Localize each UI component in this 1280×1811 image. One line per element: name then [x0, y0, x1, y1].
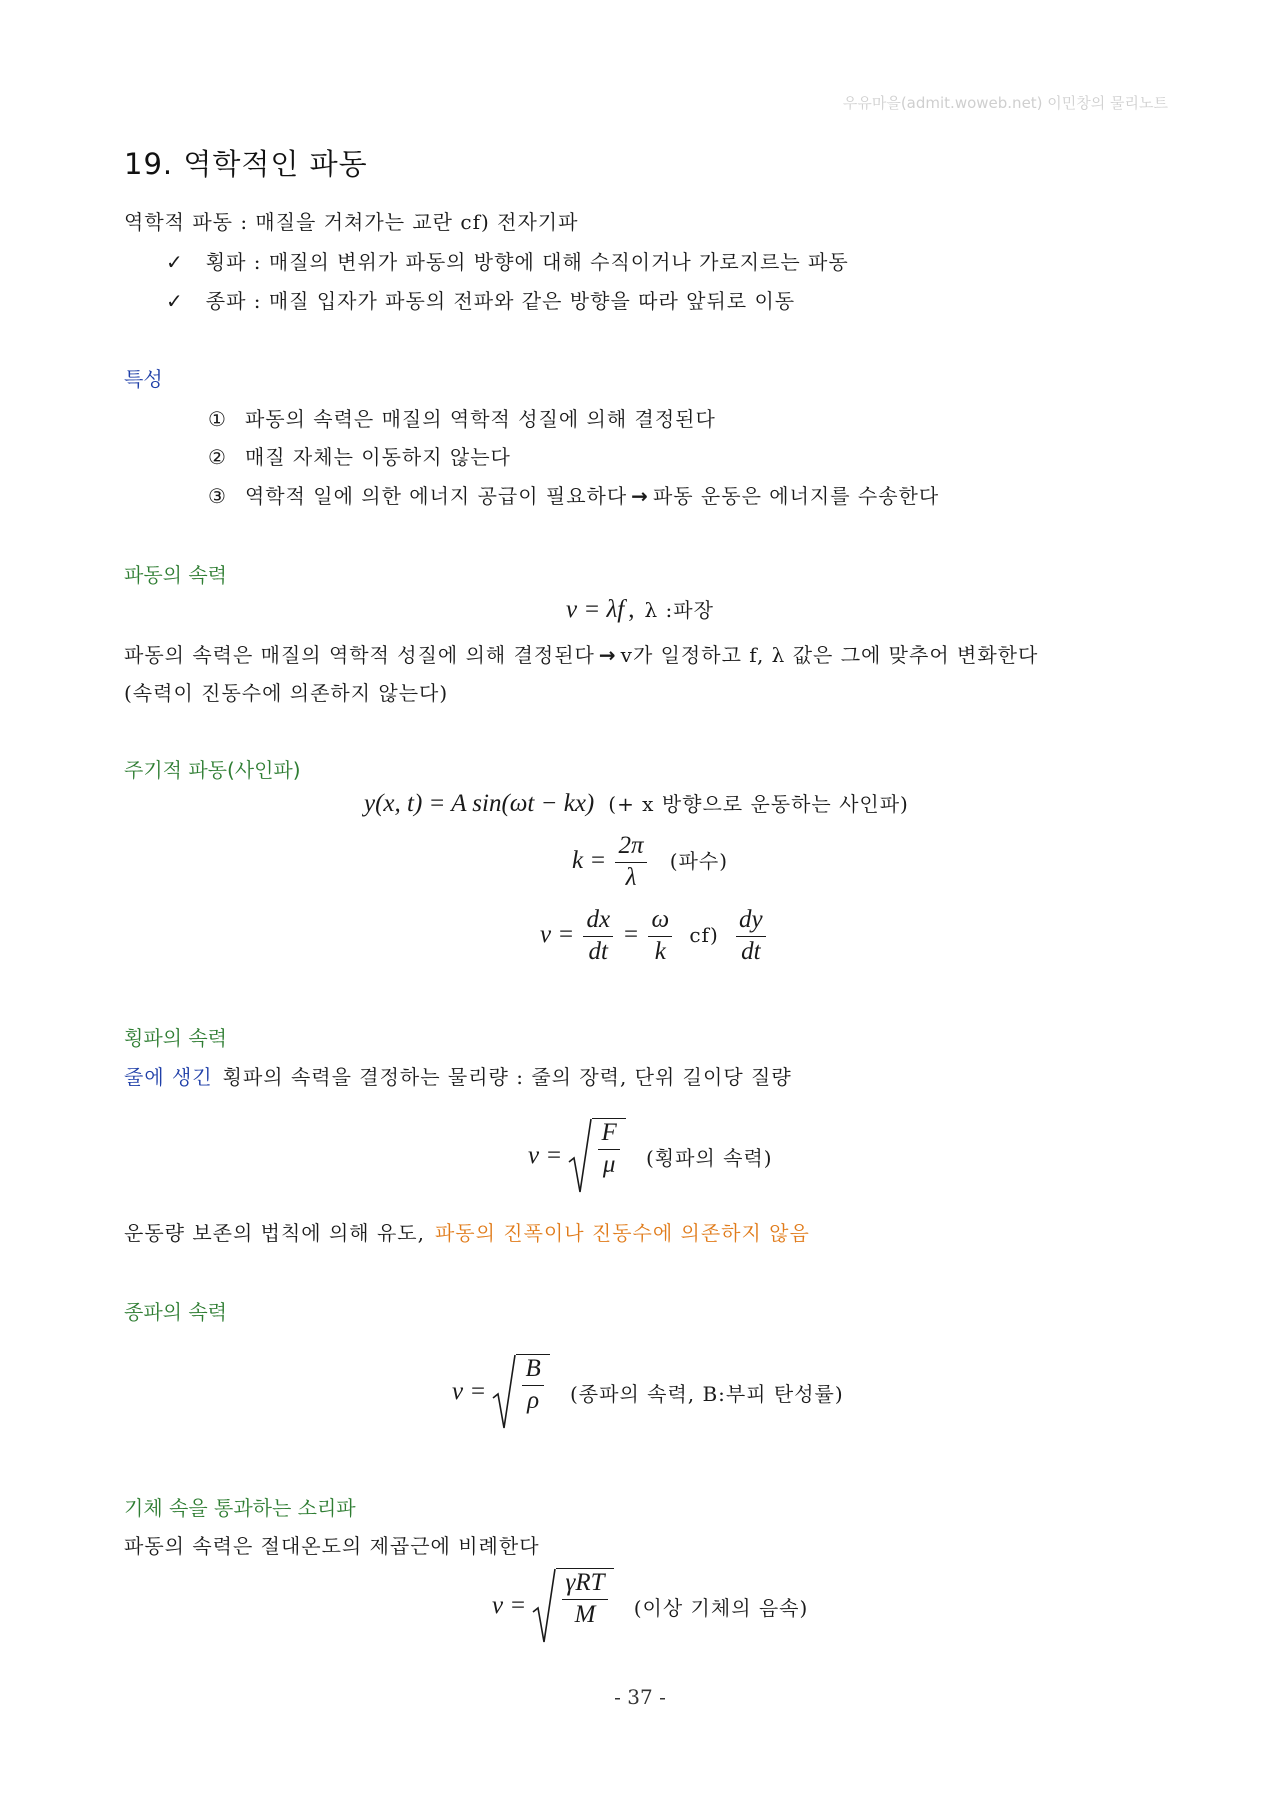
formula-phase-velocity [540, 906, 769, 967]
transverse-line-1 [124, 1061, 792, 1090]
section-heading-sound: 기체 속을 통과하는 소리파 [124, 1496, 356, 1520]
line-text: 파동의 속력은 매질의 역학적 성질에 의해 결정된다 [124, 643, 595, 667]
square-root [492, 1354, 549, 1430]
numerator: ω [648, 906, 672, 937]
page-number: - 37 - [614, 1685, 666, 1709]
denominator: k [654, 937, 666, 965]
line-text-result: v가 일정하고 f, λ 값은 그에 맞추어 변화한다 [620, 643, 1039, 667]
formula-lhs: v = [492, 1592, 527, 1619]
denominator: ρ [527, 1386, 540, 1414]
numerator: B [522, 1355, 543, 1386]
line-text: 운동량 보존의 법칙에 의해 유도, [124, 1221, 425, 1245]
property-item-3 [208, 480, 939, 509]
item-marker: ② [208, 445, 227, 469]
fraction [736, 906, 766, 967]
formula-lhs: v = λf [566, 596, 625, 623]
fraction [648, 906, 672, 967]
formula-transverse-speed [528, 1118, 773, 1194]
header-watermark: 우유마을(admit.woweb.net) 이민창의 물리노트 [842, 94, 1168, 112]
radical-sign-icon [532, 1568, 556, 1644]
numerator: dx [583, 906, 613, 937]
transverse-line-2 [124, 1217, 810, 1246]
radical-sign-icon [492, 1354, 516, 1430]
item-marker: ③ [208, 484, 227, 508]
formula-expr: y(x, t) = A sin(ωt − kx) [364, 790, 595, 817]
sound-line-1: 파동의 속력은 절대온도의 제곱근에 비례한다 [124, 1534, 540, 1558]
bullet-text: 종파 : 매질 입자가 파동의 전파와 같은 방향을 따라 앞뒤로 이동 [205, 289, 796, 313]
cf-label: cf) [689, 922, 719, 947]
section-heading-periodic: 주기적 파동(사인파) [124, 758, 301, 782]
formula-sep: , [628, 596, 635, 623]
formula-wave-number [572, 832, 728, 893]
intro-bullet-transverse [166, 246, 849, 275]
denominator: dt [588, 937, 608, 965]
formula-lhs: v = [452, 1378, 487, 1405]
item-marker: ① [208, 407, 227, 431]
intro-bullet-longitudinal [166, 285, 795, 314]
check-icon: ✓ [166, 250, 184, 274]
formula-wave-speed [566, 594, 714, 624]
wave-speed-line-2: (속력이 진동수에 의존하지 않는다) [124, 681, 449, 705]
item-text: 역학적 일에 의한 에너지 공급이 필요하다 [244, 484, 628, 508]
formula-note: (종파의 속력, B:부피 탄성률) [570, 1381, 844, 1406]
formula-note: (파수) [669, 848, 728, 873]
formula-note: (이상 기체의 음속) [633, 1595, 809, 1620]
fraction [583, 906, 613, 967]
highlight-blue: 줄에 생긴 [124, 1065, 213, 1089]
square-root [568, 1118, 625, 1194]
check-icon: ✓ [166, 289, 184, 313]
item-text: 매질 자체는 이동하지 않는다 [244, 445, 511, 469]
section-heading-wave-speed: 파동의 속력 [124, 563, 227, 587]
section-heading-properties: 특성 [124, 367, 163, 391]
numerator: dy [736, 906, 766, 937]
equals-sign: = [622, 920, 640, 948]
numerator: 2π [615, 832, 646, 863]
formula-lhs: k = [572, 846, 607, 874]
fraction [598, 1119, 619, 1180]
formula-sound-speed [492, 1568, 808, 1644]
highlight-orange: 파동의 진폭이나 진동수에 의존하지 않음 [434, 1221, 810, 1245]
formula-sine-wave [364, 788, 909, 818]
fraction [522, 1355, 543, 1416]
denominator: μ [602, 1150, 616, 1178]
right-arrow-icon: → [631, 484, 649, 508]
property-item-2 [208, 441, 511, 470]
formula-longitudinal-speed [452, 1354, 844, 1430]
intro-definition: 역학적 파동 : 매질을 거쳐가는 교란 cf) 전자기파 [124, 210, 579, 234]
wave-speed-line-1 [124, 639, 1038, 668]
right-arrow-icon: → [598, 643, 617, 667]
page-title: 19. 역학적인 파동 [124, 147, 368, 181]
property-item-1 [208, 403, 716, 432]
formula-note: λ :파장 [644, 598, 714, 622]
formula-lhs: v = [528, 1142, 563, 1169]
denominator: dt [741, 937, 761, 965]
section-heading-transverse: 횡파의 속력 [124, 1026, 227, 1050]
line-text: 횡파의 속력을 결정하는 물리량 : 줄의 장력, 단위 길이당 질량 [222, 1065, 792, 1089]
formula-note: (횡파의 속력) [646, 1145, 773, 1170]
item-text: 파동의 속력은 매질의 역학적 성질에 의해 결정된다 [244, 407, 716, 431]
denominator: λ [625, 863, 637, 891]
item-text-result: 파동 운동은 에너지를 수송한다 [652, 484, 940, 508]
numerator: F [598, 1119, 619, 1150]
formula-lhs: v = [540, 920, 575, 948]
square-root [532, 1568, 613, 1644]
fraction [615, 832, 646, 893]
formula-note: (+ x 방향으로 운동하는 사인파) [608, 792, 909, 816]
bullet-text: 횡파 : 매질의 변위가 파동의 방향에 대해 수직이거나 가로지르는 파동 [205, 250, 849, 274]
denominator: M [574, 1600, 596, 1628]
numerator: γRT [562, 1569, 607, 1600]
fraction [562, 1569, 607, 1630]
radical-sign-icon [568, 1118, 592, 1194]
section-heading-longitudinal: 종파의 속력 [124, 1300, 227, 1324]
